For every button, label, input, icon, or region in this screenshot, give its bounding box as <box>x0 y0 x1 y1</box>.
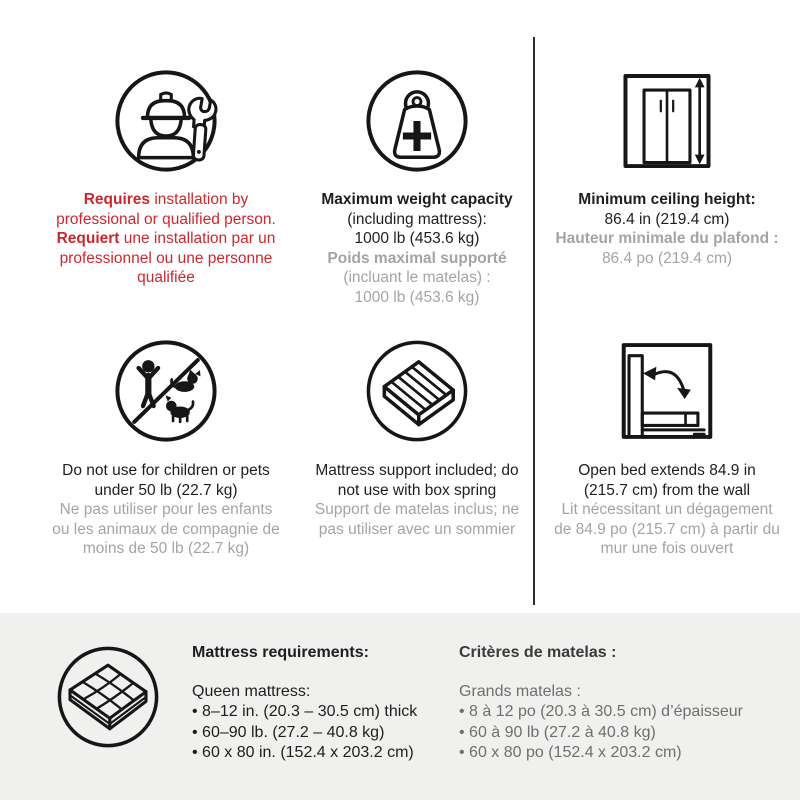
open-bed-icon <box>614 338 720 444</box>
text-line-fr: Poids maximal supporté <box>327 249 507 267</box>
mattress-support-note <box>315 461 519 539</box>
mattress-requirements-title-fr: Critères de matelas : <box>459 644 617 661</box>
text-line-en: 86.4 in (219.4 cm) <box>604 210 730 228</box>
no-children-pets-note <box>52 461 279 559</box>
spec-cell-installation <box>0 0 300 310</box>
text-line: qualifiée <box>137 269 195 286</box>
text-line-en: (including mattress): <box>347 210 487 228</box>
text-line-en: Do not use for children or pets <box>62 462 270 479</box>
text-line-en: Minimum ceiling height: <box>578 191 756 208</box>
text-line: Requires installation by <box>83 191 249 208</box>
mattress-spec-item: • 8 à 12 po (20.3 à 30.5 cm) d’épaisseur <box>459 702 743 723</box>
text-line-fr: mur une fois ouvert <box>600 540 734 557</box>
text-line-fr: Lit nécessitant un dégagement <box>561 501 773 518</box>
mattress-requirements-fr <box>459 643 743 764</box>
text-line-en: 1000 lb (453.6 kg) <box>354 230 480 247</box>
mattress-spec-item: • 60 x 80 in. (152.4 x 203.2 cm) <box>192 743 417 764</box>
text-line-en: Mattress support included; do <box>315 462 519 479</box>
text-line: professionnel ou une personne <box>59 249 273 267</box>
mattress-icon <box>55 644 161 750</box>
mattress-requirements-section <box>0 613 800 800</box>
text-line-en: not use with box spring <box>337 481 497 499</box>
spec-cell-no-children-pets <box>0 310 300 613</box>
text-line: professional or qualified person. <box>56 210 276 228</box>
installation-icon <box>113 68 219 174</box>
spec-cell-open-bed <box>534 310 800 613</box>
weight-capacity-note <box>321 190 512 307</box>
ceiling-height-icon <box>614 68 720 174</box>
no-children-pets-icon <box>113 338 219 444</box>
mattress-spec-list-fr <box>459 702 743 764</box>
mattress-size-label-fr: Grands matelas : <box>459 683 581 700</box>
text-line-fr: ou les animaux de compagnie de <box>52 520 280 538</box>
spec-cell-weight-capacity <box>300 0 534 310</box>
mattress-spec-item: • 60 x 80 po (152.4 x 203.2 cm) <box>459 743 743 764</box>
vertical-divider <box>533 37 535 605</box>
text-line-fr: Support de matelas inclus; ne <box>314 501 520 518</box>
mattress-spec-list-en <box>192 702 417 764</box>
text-line-en: Open bed extends 84.9 in <box>578 462 756 479</box>
open-bed-note <box>554 461 780 559</box>
mattress-spec-item: • 8–12 in. (20.3 – 30.5 cm) thick <box>192 702 417 723</box>
text-line-fr: moins de 50 lb (22.7 kg) <box>82 540 250 557</box>
text-line-fr: de 84.9 po (215.7 cm) à partir du <box>554 520 780 538</box>
text-line-fr: 1000 lb (453.6 kg) <box>354 288 480 306</box>
weight-capacity-icon <box>364 68 470 174</box>
text-line-fr: (incluant le matelas) : <box>343 269 491 286</box>
text-line-fr: Hauteur minimale du plafond : <box>555 230 779 247</box>
spec-cell-ceiling-height <box>534 0 800 310</box>
mattress-requirements-en <box>192 643 417 764</box>
mattress-spec-item: • 60 à 90 lb (27.2 à 40.8 kg) <box>459 723 743 744</box>
mattress-size-label: Queen mattress: <box>192 683 311 700</box>
mattress-requirements-title: Mattress requirements: <box>192 644 369 661</box>
text-line: Requiert une installation par un <box>56 230 276 247</box>
text-line-en: (215.7 cm) from the wall <box>583 481 751 499</box>
mattress-spec-item: • 60–90 lb. (27.2 – 40.8 kg) <box>192 723 417 744</box>
ceiling-height-note <box>555 190 778 268</box>
spec-cell-mattress-support <box>300 310 534 613</box>
text-line-fr: 86.4 po (219.4 cm) <box>601 249 733 267</box>
text-line-fr: Ne pas utiliser pour les enfants <box>59 501 273 518</box>
installation-note <box>56 190 276 288</box>
mattress-support-icon <box>364 338 470 444</box>
text-line-en: under 50 lb (22.7 kg) <box>94 481 238 499</box>
text-line-fr: pas utiliser avec un sommier <box>318 520 516 538</box>
text-line-en: Maximum weight capacity <box>321 191 513 208</box>
